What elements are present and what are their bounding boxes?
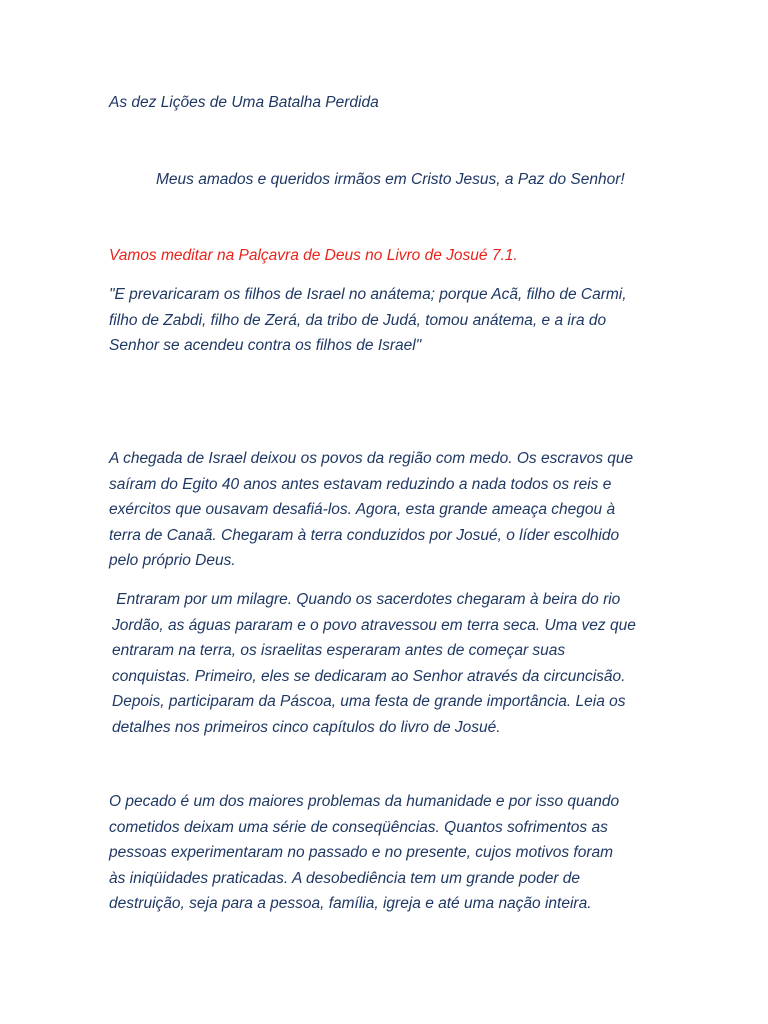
paragraph-2 <box>112 587 672 740</box>
paragraph-line: destruição, seja para a pessoa, família, igreja e até uma nação inteira. <box>109 895 592 912</box>
paragraph-line: conquistas. Primeiro, eles se dedicaram ao Senhor através da circuncisão. <box>112 667 626 685</box>
greeting-line: Meus amados e queridos irmãos em Cristo Jesus, a Paz do Senhor! <box>156 171 625 188</box>
paragraph-line: terra de Canaã. Chegaram à terra conduzidos por Josué, o líder escolhido <box>109 526 620 544</box>
paragraph-line: O pecado é um dos maiores problemas da humanidade e por isso quando <box>109 793 620 810</box>
paragraph-line: pessoas experimentaram no passado e no presente, cujos motivos foram <box>109 844 614 861</box>
paragraph-line: saíram do Egito 40 anos antes estavam reduzindo a nada todos os reis e <box>109 475 612 493</box>
paragraph-line: detalhes nos primeiros cinco capítulos do livro de Josué. <box>112 718 501 736</box>
paragraph-line: A chegada de Israel deixou os povos da região com medo. Os escravos que <box>109 450 634 467</box>
document-title: As dez Lições de Uma Batalha Perdida <box>109 94 379 111</box>
paragraph-line: pelo próprio Deus. <box>109 552 236 569</box>
paragraph-line: cometidos deixam uma série de conseqüências. Quantos sofrimentos as <box>109 818 608 836</box>
verse-line: filho de Zabdi, filho de Zerá, da tribo de Judá, tomou anátema, e a ira do <box>109 311 607 329</box>
paragraph-line: Entraram por um milagre. Quando os sacerdotes chegaram à beira do rio <box>112 591 621 608</box>
intro-line: Vamos meditar na Palçavra de Deus no Livro de Josué 7.1. <box>109 247 518 264</box>
paragraph-line: às iniqüidades praticadas. A desobediência tem um grande poder de <box>109 869 581 887</box>
verse-quote <box>109 282 669 359</box>
paragraph-line: Jordão, as águas pararam e o povo atravessou em terra seca. Uma vez que <box>112 616 636 634</box>
paragraph-line: Depois, participaram da Páscoa, uma festa de grande importância. Leia os <box>112 693 626 710</box>
verse-line: "E prevaricaram os filhos de Israel no anátema; porque Acã, filho de Carmi, <box>109 286 627 303</box>
paragraph-line: entraram na terra, os israelitas esperaram antes de começar suas <box>112 642 566 659</box>
verse-line: Senhor se acendeu contra os filhos de Israel" <box>109 337 422 354</box>
paragraph-1 <box>109 446 669 574</box>
paragraph-3 <box>109 789 669 917</box>
paragraph-line: exércitos que ousavam desafiá-los. Agora, esta grande ameaça chegou à <box>109 501 616 518</box>
